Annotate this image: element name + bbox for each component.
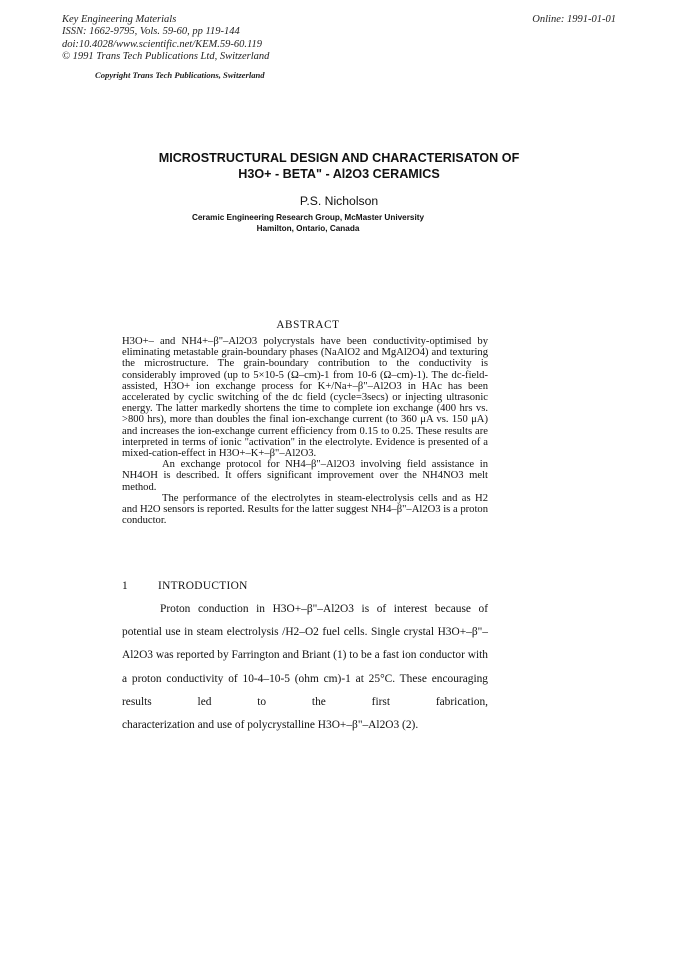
copyright-line: © 1991 Trans Tech Publications Ltd, Switzerland xyxy=(62,51,270,63)
issn-line: ISSN: 1662-9795, Vols. 59-60, pp 119-144 xyxy=(62,26,240,38)
section-heading xyxy=(122,580,248,592)
publisher-copyright: Copyright Trans Tech Publications, Switzerland xyxy=(95,70,265,80)
abstract-heading: ABSTRACT xyxy=(276,319,340,331)
doi-line: doi:10.4028/www.scientific.net/KEM.59-60.119 xyxy=(62,38,262,50)
paper-title xyxy=(0,150,678,182)
title-line-2: H3O+ - BETA" - Al2O3 CERAMICS xyxy=(238,167,440,181)
abstract-paragraph-1: H3O+– and NH4+–β"–Al2O3 polycrystals have been conductivity-optimised by eliminating metastable grain-boundary phases (NaAlO2 and MgAl2O4) and texturing the microstructure. The grain-boundary contribution to the conductivity is considerably improved (up to 5×10-5 (Ω–cm)-1 from 10-6 (Ω–cm)-1). The dc-field-assisted, H3O+ ion exchange process for K+/Na+–β"–Al2O3 in HAc has been accelerated by cyclic switching of the dc field (cycle=3secs) or injecting ultrasonic energy. The latter markedly shortens the time to complete ion exchange (400 hrs vs. >800 hrs), more than doubles the final ion-exchange current (to 360 μA vs. 150 μA) and increases the ion-exchange current efficiency from 0.15 to 0.25. These results are interpreted in terms of ionic "activation" in the electrolyte. Evidence is presented of a mixed-cation-effect in H3O+–K+–β"–Al2O3. xyxy=(122,336,488,460)
author-name: P.S. Nicholson xyxy=(299,194,379,208)
introduction-last-line: characterization and use of polycrystalline H3O+–β"–Al2O3 (2). xyxy=(122,719,419,732)
introduction-body xyxy=(122,598,488,737)
title-line-1: MICROSTRUCTURAL DESIGN AND CHARACTERISATON OF xyxy=(158,151,520,165)
affiliation-line-2: Hamilton, Ontario, Canada xyxy=(256,224,360,233)
abstract-paragraph-3: The performance of the electrolytes in steam-electrolysis cells and as H2 and H2O sensors is reported. Results for the latter suggest NH4–β"–Al2O3 is a proton conductor. xyxy=(122,492,488,527)
section-title: INTRODUCTION xyxy=(158,580,248,592)
online-date: Online: 1991-01-01 xyxy=(532,14,616,25)
affiliation-line-1: Ceramic Engineering Research Group, McMaster University xyxy=(191,213,425,222)
affiliation xyxy=(0,212,616,234)
abstract-paragraph-2: An exchange protocol for NH4–β"–Al2O3 involving field assistance in NH4OH is described. It offers significant improvement over the NH4NO3 melt method. xyxy=(122,459,488,493)
introduction-text: Proton conduction in H3O+–β"–Al2O3 is of interest because of potential use in steam electrolysis /H2–O2 fuel cells. Single crystal H3O+–β"–Al2O3 was reported by Farrington and Briant (1) to be a fast ion conductor with a proton conductivity of 10-4–10-5 (ohm cm)-1 at 25°C. These encouraging results led to the first fabrication, xyxy=(122,603,488,708)
section-number: 1 xyxy=(122,580,128,592)
abstract-body xyxy=(122,336,488,526)
journal-name: Key Engineering Materials xyxy=(62,14,177,25)
article-metadata xyxy=(62,14,269,64)
